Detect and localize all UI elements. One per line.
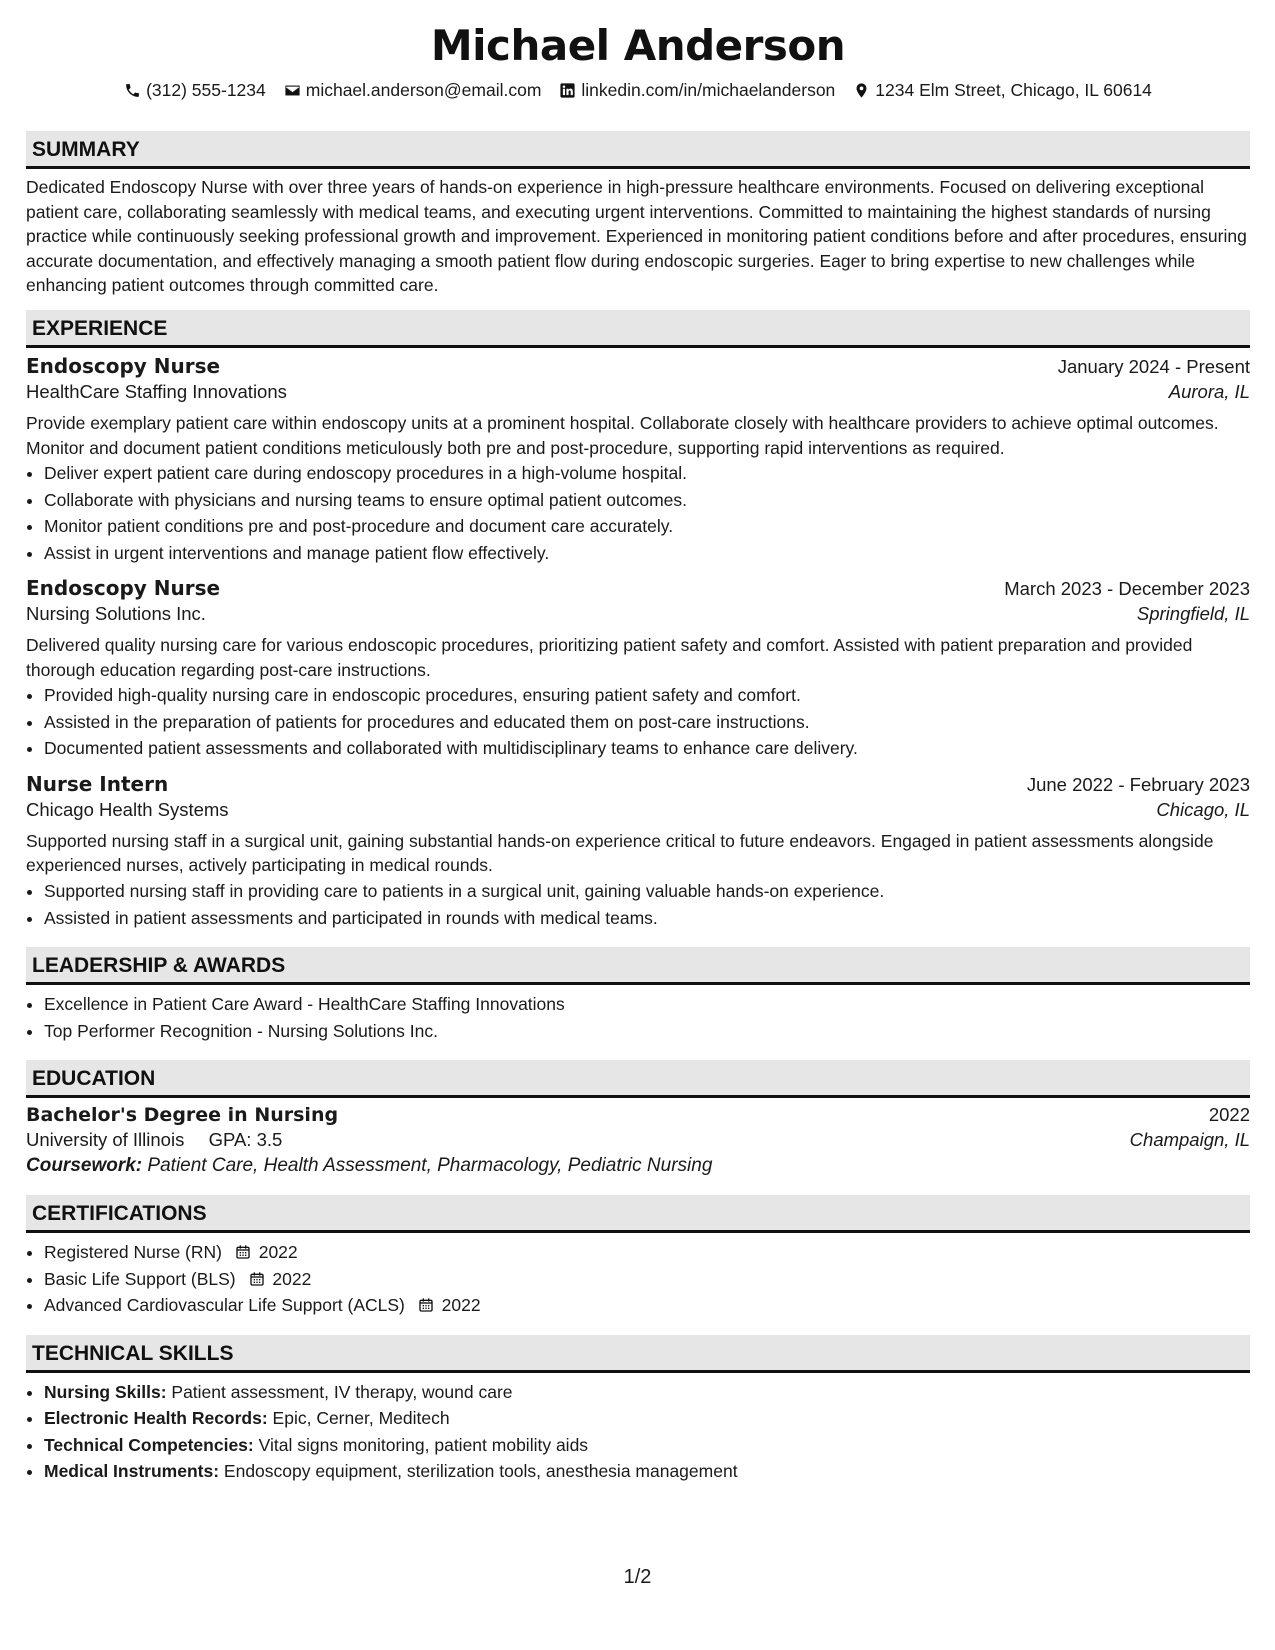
school-info [26, 1129, 282, 1151]
skill-value: Vital signs monitoring, patient mobility aids [258, 1434, 589, 1455]
job-dates: March 2023 - December 2023 [1004, 578, 1250, 600]
envelope-icon [284, 82, 301, 99]
job-entry [26, 576, 1250, 762]
skill-label: Medical Instruments: [44, 1461, 220, 1482]
skill-value: Epic, Cerner, Meditech [272, 1408, 450, 1429]
list-item [44, 1266, 1250, 1293]
phone-icon [124, 82, 141, 99]
section-header-summary: SUMMARY [26, 131, 1250, 169]
list-item: • Supported nursing staff in providing care to patients in a surgical unit, gaining valuable hands-on experience. [44, 878, 1250, 905]
job-title: Endoscopy Nurse [26, 576, 221, 601]
education-entry [26, 1104, 1250, 1177]
degree-title: Bachelor's Degree in Nursing [26, 1104, 339, 1127]
list-item: • Monitor patient conditions pre and post-procedure and document care accurately. [44, 513, 1250, 540]
contact-bar [26, 80, 1250, 101]
job-location: Aurora, IL [1168, 380, 1250, 402]
coursework-list: Patient Care, Health Assessment, Pharmacology, Pediatric Nursing [147, 1155, 713, 1177]
job-company-row [26, 799, 1250, 821]
school-name: University of Illinois [26, 1129, 185, 1151]
cert-year: 2022 [258, 1242, 298, 1263]
page-number: 1/2 [623, 1566, 652, 1588]
calendar-icon [249, 1271, 265, 1287]
list-item: • Provided high-quality nursing care in endoscopic procedures, ensuring patient safety and comfort. [44, 682, 1250, 709]
coursework-line [26, 1155, 1250, 1177]
job-company-row [26, 603, 1250, 625]
list-item [44, 1292, 1250, 1319]
list-item: • Documented patient assessments and collaborated with multidisciplinary teams to enhance care delivery. [44, 735, 1250, 762]
degree-row [26, 1104, 1250, 1126]
list-item: • Excellence in Patient Care Award - HealthCare Staffing Innovations [44, 991, 1250, 1018]
awards-list [26, 991, 1250, 1044]
section-header-experience: EXPERIENCE [26, 310, 1250, 348]
list-item: • Assist in urgent interventions and manage patient flow effectively. [44, 540, 1250, 567]
skill-label: Technical Competencies: [44, 1434, 254, 1455]
gpa: GPA: 3.5 [208, 1129, 283, 1151]
job-company: HealthCare Staffing Innovations [26, 380, 287, 402]
list-item: • Collaborate with physicians and nursing teams to ensure optimal patient outcomes. [44, 487, 1250, 514]
job-title-row [26, 354, 1250, 378]
job-title-row [26, 772, 1250, 796]
skills-list [26, 1379, 1250, 1485]
list-item [44, 1379, 1250, 1406]
list-item [44, 1405, 1250, 1432]
cert-name: Advanced Cardiovascular Life Support (ACLS) [44, 1295, 405, 1316]
summary-text: Dedicated Endoscopy Nurse with over three years of hands-on experience in high-pressure healthcare environments. Focused on delivering exceptional patient care, collaborating seamlessly with medical teams, and executing urgent interventions. Committed to maintaining the highest standards of nursing practice while continuously seeking professional growth and improvement. Experienced in monitoring patient conditions before and after procedures, ensuring accurate documentation, and effectively managing a smooth patient flow during endoscopic surgeries. Eager to bring expertise to new challenges while enhancing patient outcomes through committed care. [26, 177, 1247, 296]
contact-linkedin[interactable] [559, 80, 835, 101]
list-item [44, 1458, 1250, 1485]
list-item [44, 1239, 1250, 1266]
job-location: Springfield, IL [1136, 603, 1250, 625]
map-pin-icon [853, 82, 870, 99]
job-description: Supported nursing staff in a surgical unit, gaining substantial hands-on experience critical to future endeavors. Engaged in patient assessments alongside experienced nurses, actively participating in medical rounds. [26, 830, 1214, 876]
section-header-awards: LEADERSHIP & AWARDS [26, 947, 1250, 985]
contact-address [853, 80, 1152, 101]
cert-name: Basic Life Support (BLS) [44, 1268, 236, 1289]
school-location: Champaign, IL [1129, 1129, 1250, 1151]
certifications-list [26, 1239, 1250, 1319]
job-bullets [26, 682, 1250, 762]
list-item: • Assisted in the preparation of patients for procedures and educated them on post-care instructions. [44, 709, 1250, 736]
contact-phone [124, 80, 266, 101]
job-title: Endoscopy Nurse [26, 353, 221, 378]
calendar-icon [235, 1244, 251, 1260]
job-company: Nursing Solutions Inc. [26, 603, 206, 625]
linkedin-icon [559, 82, 576, 99]
list-item: • Top Performer Recognition - Nursing Solutions Inc. [44, 1018, 1250, 1045]
resume-content [26, 18, 1250, 1485]
job-company: Chicago Health Systems [26, 798, 229, 820]
job-entry [26, 354, 1250, 566]
candidate-name: Michael Anderson [430, 21, 846, 70]
cert-year: 2022 [441, 1295, 481, 1316]
section-header-certifications: CERTIFICATIONS [26, 1195, 1250, 1233]
contact-email[interactable] [284, 80, 542, 101]
address-text: 1234 Elm Street, Chicago, IL 60614 [875, 80, 1152, 100]
email-link[interactable]: michael.anderson@email.com [305, 80, 542, 100]
job-location: Chicago, IL [1156, 798, 1250, 820]
coursework-label: Coursework: [26, 1155, 143, 1177]
list-item [44, 1432, 1250, 1459]
job-bullets [26, 460, 1250, 566]
job-dates: January 2024 - Present [1057, 355, 1250, 377]
cert-year: 2022 [272, 1268, 312, 1289]
job-dates: June 2022 - February 2023 [1026, 773, 1250, 795]
skill-value: Patient assessment, IV therapy, wound care [171, 1381, 513, 1402]
job-description: Delivered quality nursing care for various endoscopic procedures, prioritizing patient safety and comfort. Assisted with patient preparation and provided thorough education regarding post-care instructions. [26, 635, 1193, 680]
job-company-row [26, 381, 1250, 403]
graduation-year: 2022 [1208, 1104, 1250, 1126]
linkedin-link[interactable]: linkedin.com/in/michaelanderson [581, 80, 836, 100]
skill-value: Endoscopy equipment, sterilization tools, anesthesia management [223, 1461, 738, 1482]
cert-name: Registered Nurse (RN) [44, 1242, 222, 1263]
job-bullets [26, 878, 1250, 931]
section-header-skills: TECHNICAL SKILLS [26, 1335, 1250, 1373]
job-title: Nurse Intern [26, 771, 169, 796]
section-header-education: EDUCATION [26, 1060, 1250, 1098]
phone-text: (312) 555-1234 [146, 80, 266, 100]
skill-label: Nursing Skills: [44, 1381, 167, 1402]
job-description: Provide exemplary patient care within endoscopy units at a prominent hospital. Collaborate closely with healthcare providers to achieve optimal outcomes. Monitor and document patient conditions meticulously both pre and post-procedure, supporting rapid interventions as required. [26, 412, 1219, 458]
school-row [26, 1129, 1250, 1151]
skill-label: Electronic Health Records: [44, 1408, 268, 1429]
job-entry [26, 772, 1250, 931]
calendar-icon [418, 1297, 434, 1313]
job-title-row [26, 576, 1250, 600]
list-item: • Deliver expert patient care during endoscopy procedures in a high-volume hospital. [44, 460, 1250, 487]
list-item: • Assisted in patient assessments and participated in rounds with medical teams. [44, 905, 1250, 932]
